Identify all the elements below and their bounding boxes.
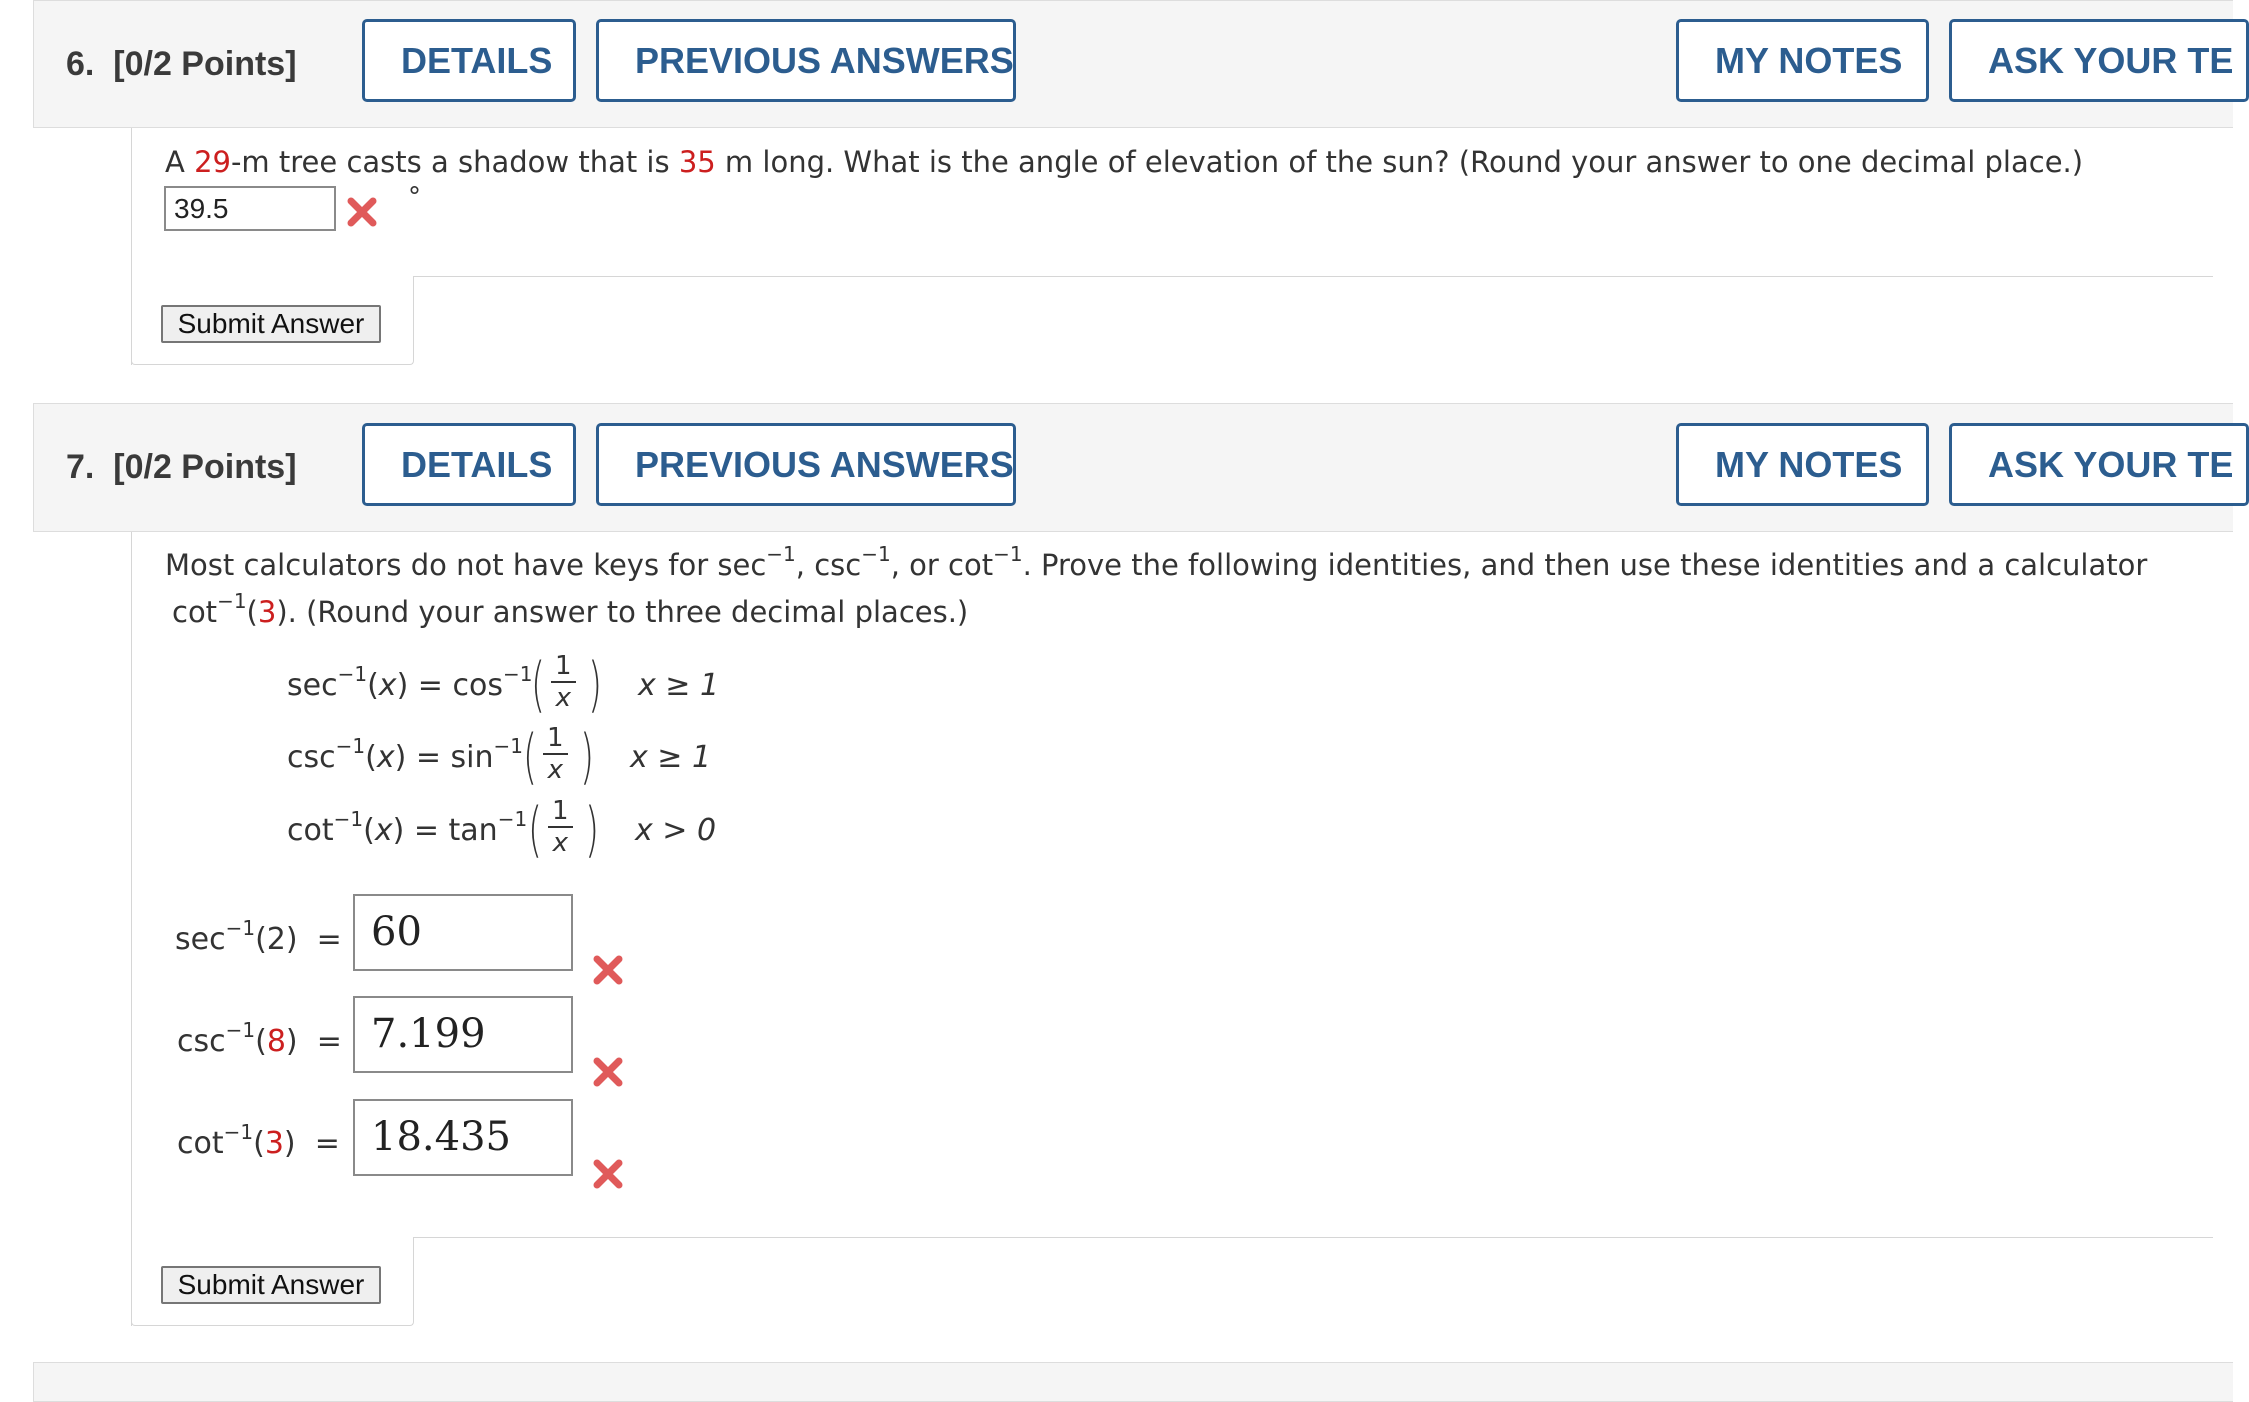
angle-answer-input[interactable]: 39.5 <box>164 186 336 231</box>
my-notes-button[interactable]: MY NOTES <box>1676 19 1929 102</box>
cot-inverse-answer-input[interactable]: 18.435 <box>353 1099 573 1176</box>
question-7-text-line2: $\cot^{-1}(3)$. (Round your answer to three decimal places.) <box>172 589 969 629</box>
question-number: 7. <box>66 448 95 486</box>
fraction-one-over-x: $\frac{1}{x}$ <box>551 651 576 713</box>
question-7-title <box>66 404 297 530</box>
identity-condition: x ≥ 1 <box>638 668 720 703</box>
csc-inverse-answer-input[interactable]: 7.199 <box>353 996 573 1073</box>
shadow-length-value: 35 <box>678 145 716 179</box>
fraction-one-over-x: $\frac{1}{x}$ <box>548 796 573 858</box>
question-points: [0/2 Points] <box>113 45 297 83</box>
part-sec-label: $\sec^{-1}(2)$ = <box>175 916 342 957</box>
part-argument: 2 <box>266 922 286 957</box>
ask-your-teacher-button[interactable]: ASK YOUR TE <box>1949 423 2249 506</box>
question-7-text-line1: Most calculators do not have keys for $\sec^{-1}$, $\csc^{-1}$, or $\cot^{-1}$. Prove the following identities, and then use these identities and a calculator <box>165 542 2148 582</box>
my-notes-button[interactable]: MY NOTES <box>1676 423 1929 506</box>
part-cot-label: $\cot^{-1}(3)$ = <box>177 1120 340 1161</box>
tree-height-value: 29 <box>194 145 231 179</box>
previous-answers-button[interactable]: PREVIOUS ANSWERS <box>596 423 1016 506</box>
submit-answer-button[interactable]: Submit Answer <box>161 1266 381 1304</box>
part-argument: 8 <box>266 1024 286 1059</box>
divider <box>413 276 2213 277</box>
incorrect-x-icon <box>592 954 624 986</box>
details-button[interactable]: DETAILS <box>362 423 576 506</box>
ask-your-teacher-button[interactable]: ASK YOUR TE <box>1949 19 2249 102</box>
fraction-one-over-x: $\frac{1}{x}$ <box>543 723 568 785</box>
incorrect-x-icon <box>346 196 378 228</box>
question-6-title <box>66 1 297 127</box>
previous-answers-button[interactable]: PREVIOUS ANSWERS <box>596 19 1016 102</box>
incorrect-x-icon <box>592 1056 624 1088</box>
question-8-header-edge <box>33 1362 2233 1402</box>
incorrect-x-icon <box>592 1158 624 1190</box>
sec-inverse-answer-input[interactable]: 60 <box>353 894 573 971</box>
part-argument: 3 <box>264 1126 284 1161</box>
identity-condition: x > 0 <box>635 813 717 848</box>
question-6-text: A 29-m tree casts a shadow that is 35 m long. What is the angle of elevation of the sun? (Round your answer to one decimal place.) <box>165 145 2084 179</box>
degree-unit: ° <box>408 182 421 212</box>
part-csc-label: $\csc^{-1}(8)$ = <box>177 1018 342 1059</box>
identity-condition: x ≥ 1 <box>630 740 712 775</box>
question-number: 6. <box>66 45 95 83</box>
question-points: [0/2 Points] <box>113 448 297 486</box>
details-button[interactable]: DETAILS <box>362 19 576 102</box>
submit-answer-button[interactable]: Submit Answer <box>161 305 381 343</box>
divider <box>413 1237 2213 1238</box>
cot-argument-value: 3 <box>257 595 277 629</box>
